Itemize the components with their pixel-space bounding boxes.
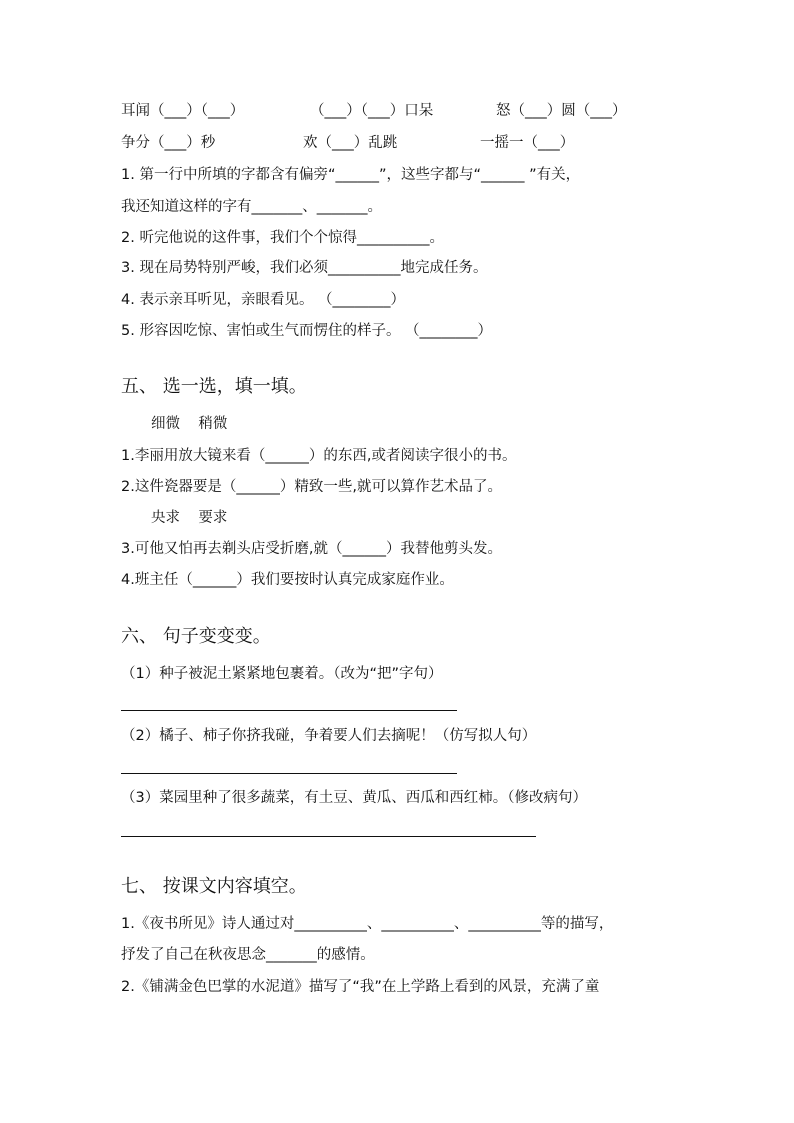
section5-word-pair1: 细微 稍微	[151, 416, 228, 432]
section6-answer-line2	[121, 773, 457, 774]
idiom-row2-col1: 争分（___）秒	[121, 135, 216, 151]
section7-question2-line1: 2.《铺满金色巴掌的水泥道》描写了“我”在上学路上看到的风景，充满了童	[121, 979, 600, 995]
section6-answer-line1	[121, 710, 457, 711]
section5-question4: 4.班主任（______）我们要按时认真完成家庭作业。	[121, 572, 454, 588]
section7-question1-line2: 抒发了自己在秋夜思念_______的感情。	[121, 947, 375, 963]
section5-question1: 1.李丽用放大镜来看（______）的东西,或者阅读字很小的书。	[121, 448, 517, 464]
section4-question1-line1: 1. 第一行中所填的字都含有偏旁“______”，这些字都与“______ ”有关，	[121, 167, 581, 183]
section4-question5: 5. 形容因吃惊、害怕或生气而愣住的样子。 （________）	[121, 323, 493, 339]
section4-question3: 3. 现在局势特别严峻，我们必须__________地完成任务。	[121, 260, 488, 276]
section7-heading: 七、 按课文内容填空。	[121, 876, 307, 897]
idiom-row1-col2: （___）（___）口呆	[310, 103, 434, 119]
section6-question1: （1）种子被泥土紧紧地包裹着。（改为“把”字句）	[121, 666, 443, 682]
section5-heading: 五、 选一选，填一填。	[121, 376, 307, 397]
section5-question3: 3.可他又怕再去剃头店受折磨,就（______）我替他剪头发。	[121, 541, 502, 557]
section7-question1-line1: 1.《夜书所见》诗人通过对__________、__________、__________等的描写，	[121, 916, 614, 932]
idiom-row1-col1: 耳闻（___）（___）	[121, 103, 245, 119]
section6-answer-line3	[121, 836, 536, 837]
idiom-row2-col2: 欢（___）乱跳	[303, 135, 398, 151]
section5-word-pair2: 央求 要求	[151, 510, 228, 526]
idiom-row2-col3: 一摇一（___）	[480, 135, 575, 151]
section4-question2: 2. 听完他说的这件事，我们个个惊得__________。	[121, 230, 444, 246]
idiom-row1-col3: 怒（___）圆（___）	[496, 103, 627, 119]
section6-heading: 六、 句子变变变。	[121, 626, 271, 647]
section6-question3: （3）菜园里种了很多蔬菜，有土豆、黄瓜、西瓜和西红柿。（修改病句）	[121, 790, 587, 806]
section4-question4: 4. 表示亲耳听见，亲眼看见。 （________）	[121, 292, 406, 308]
section5-question2: 2.这件瓷器要是（______）精致一些,就可以算作艺术品了。	[121, 479, 502, 495]
section6-question2: （2）橘子、柿子你挤我碰，争着要人们去摘呢！（仿写拟人句）	[121, 728, 537, 744]
section4-question1-line2: 我还知道这样的字有_______、_______。	[121, 199, 382, 215]
